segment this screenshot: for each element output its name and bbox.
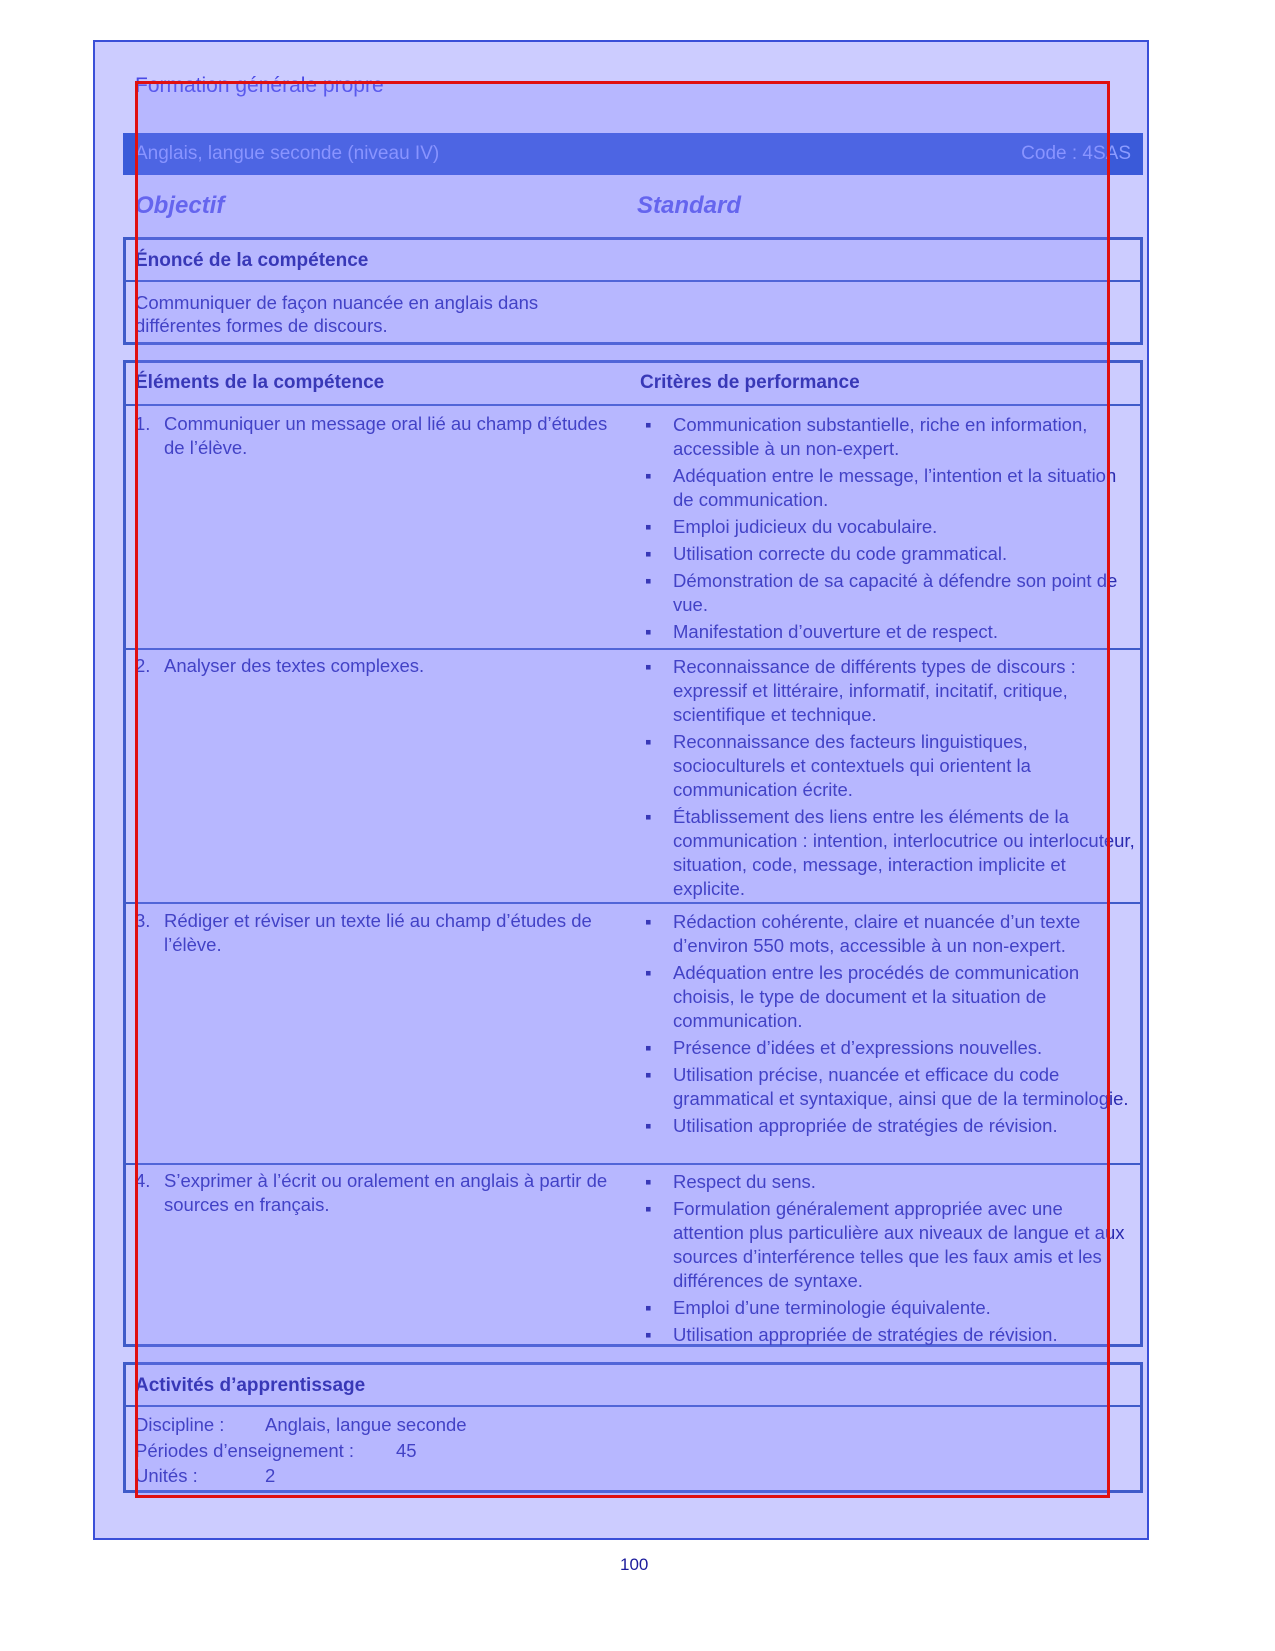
criteria-list <box>645 1170 1135 1350</box>
criterion-item: ▪ Démonstration de sa capacité à défendre son point de vue. <box>645 569 1135 617</box>
criteria-list <box>645 910 1135 1141</box>
element-text: Analyser des textes complexes. <box>164 655 425 676</box>
criterion-item: ▪ Utilisation appropriée de stratégies de révision. <box>645 1114 1135 1138</box>
element-text: S’exprimer à l’écrit ou oralement en anglais à partir de sources en français. <box>164 1170 608 1215</box>
element-text: Communiquer un message oral lié au champ d’études de l’élève. <box>164 413 608 458</box>
page-number: 100 <box>620 1555 649 1574</box>
criterion-item: ▪ Présence d’idées et d’expressions nouvelles. <box>645 1036 1135 1060</box>
activites-heading: Activités d’apprentissage <box>135 1375 366 1396</box>
course-code: Code : 4SAS <box>1021 143 1131 164</box>
periodes-label: Périodes d’enseignement : <box>135 1440 355 1461</box>
course-header-bar <box>123 133 1143 175</box>
row-number: 4. <box>135 1170 151 1191</box>
discipline-value: Anglais, langue seconde <box>265 1414 467 1435</box>
criteria-list <box>645 655 1135 904</box>
criterion-item: ▪ Adéquation entre le message, l’intention et la situation de communication. <box>645 464 1135 512</box>
criterion-item: ▪ Emploi judicieux du vocabulaire. <box>645 515 1135 539</box>
standard-heading: Standard <box>637 192 742 219</box>
element-text: Rédiger et réviser un texte lié au champ d’études de l’élève. <box>164 910 592 955</box>
enonce-text-line-2: différentes formes de discours. <box>135 315 388 336</box>
criterion-item: ▪ Reconnaissance de différents types de discours : expressif et littéraire, informatif, incitatif, critique, scientifique et technique. <box>645 655 1135 727</box>
elements-heading: Éléments de la compétence <box>135 372 385 393</box>
criterion-item: ▪ Formulation généralement appropriée avec une attention plus particulière aux niveaux de langue et aux sources d’interférence telles que les faux amis et les différences de syntaxe. <box>645 1197 1135 1293</box>
unites-label: Unités : <box>135 1465 198 1486</box>
criterion-item: ▪ Adéquation entre les procédés de communication choisis, le type de document et la situation de communication. <box>645 961 1135 1033</box>
row-number: 2. <box>135 655 151 676</box>
enonce-text-line-1: Communiquer de façon nuancée en anglais dans <box>135 292 539 313</box>
criterion-item: ▪ Établissement des liens entre les éléments de la communication : intention, interlocutrice ou interlocuteur, situation, code, message, interaction implicite et explicite. <box>645 805 1135 901</box>
criterion-item: ▪ Utilisation précise, nuancée et efficace du code grammatical et syntaxique, ainsi que de la terminologie. <box>645 1063 1135 1111</box>
row-number: 3. <box>135 910 151 931</box>
criterion-item: ▪ Reconnaissance des facteurs linguistiques, socioculturels et contextuels qui orientent la communication écrite. <box>645 730 1135 802</box>
objectif-heading: Objectif <box>135 192 225 219</box>
enonce-heading: Énoncé de la compétence <box>135 250 369 271</box>
criteres-heading: Critères de performance <box>640 372 860 393</box>
criterion-item: ▪ Communication substantielle, riche en information, accessible à un non-expert. <box>645 413 1135 461</box>
criterion-item: ▪ Utilisation appropriée de stratégies de révision. <box>645 1323 1135 1347</box>
criterion-item: ▪ Rédaction cohérente, claire et nuancée d’un texte d’environ 550 mots, accessible à un non-expert. <box>645 910 1135 958</box>
row-number: 1. <box>135 413 151 434</box>
course-title: Anglais, langue seconde (niveau IV) <box>135 143 440 164</box>
periodes-value: 45 <box>396 1440 417 1461</box>
discipline-label: Discipline : <box>135 1414 225 1435</box>
formation-title: Formation générale propre <box>135 74 384 97</box>
criterion-item: ▪ Manifestation d’ouverture et de respect. <box>645 620 1135 644</box>
criterion-item: ▪ Emploi d’une terminologie équivalente. <box>645 1296 1135 1320</box>
unites-value: 2 <box>265 1465 276 1486</box>
criterion-item: ▪ Respect du sens. <box>645 1170 1135 1194</box>
criteria-list <box>645 413 1135 647</box>
criterion-item: ▪ Utilisation correcte du code grammatical. <box>645 542 1135 566</box>
